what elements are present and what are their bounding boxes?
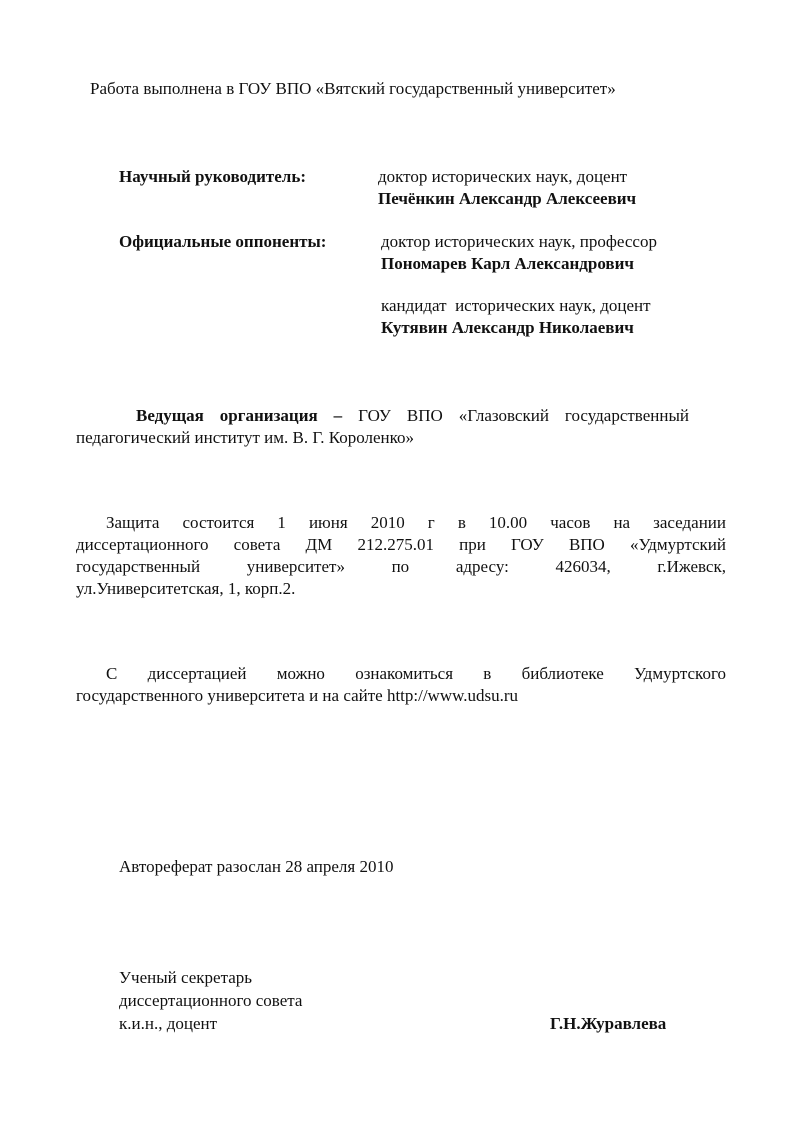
secretary-name: Г.Н.Журавлева	[550, 1014, 667, 1033]
leading-organization-paragraph	[76, 405, 689, 449]
leading-organization-line: педагогический институт им. В. Г. Короленко»	[76, 428, 415, 447]
library-paragraph	[76, 663, 726, 707]
defense-line: Защита состоится 1 июня 2010 г в 10.00 часов на заседании	[106, 513, 726, 532]
opponent-name: Пономарев Карл Александрович	[381, 254, 634, 273]
secretary-title: Ученый секретарь	[119, 968, 253, 987]
opponent-name: Кутявин Александр Николаевич	[381, 318, 634, 337]
defense-line: государственный университет» по адресу: 426034, г.Ижевск,	[76, 557, 726, 576]
leading-organization-label: Ведущая организация –	[136, 406, 343, 425]
opponent-degree: доктор исторических наук, профессор	[381, 232, 657, 251]
abstract-sent-date: Автореферат разослан 28 апреля 2010	[119, 857, 394, 876]
supervisor-name: Печёнкин Александр Алексеевич	[378, 189, 637, 208]
institution-line: Работа выполнена в ГОУ ВПО «Вятский государственный университет»	[90, 79, 616, 98]
library-line: государственного университета и на сайте http://www.udsu.ru	[76, 686, 519, 705]
leading-organization-line	[76, 405, 689, 427]
supervisor-degree: доктор исторических наук, доцент	[378, 167, 628, 186]
library-line: С диссертацией можно ознакомиться в библиотеке Удмуртского	[106, 664, 726, 683]
secretary-council: диссертационного совета	[119, 991, 303, 1010]
defense-line: диссертационного совета ДМ 212.275.01 при ГОУ ВПО «Удмуртский	[76, 535, 726, 554]
opponents-label: Официальные оппоненты:	[119, 232, 327, 251]
opponent-degree: кандидат исторических наук, доцент	[381, 296, 651, 315]
defense-paragraph	[76, 512, 726, 600]
supervisor-label: Научный руководитель:	[119, 167, 306, 186]
leading-organization-text: ГОУ ВПО «Глазовский государственный	[358, 406, 689, 425]
secretary-degree: к.и.н., доцент	[119, 1014, 218, 1033]
defense-line: ул.Университетская, 1, корп.2.	[76, 579, 296, 598]
